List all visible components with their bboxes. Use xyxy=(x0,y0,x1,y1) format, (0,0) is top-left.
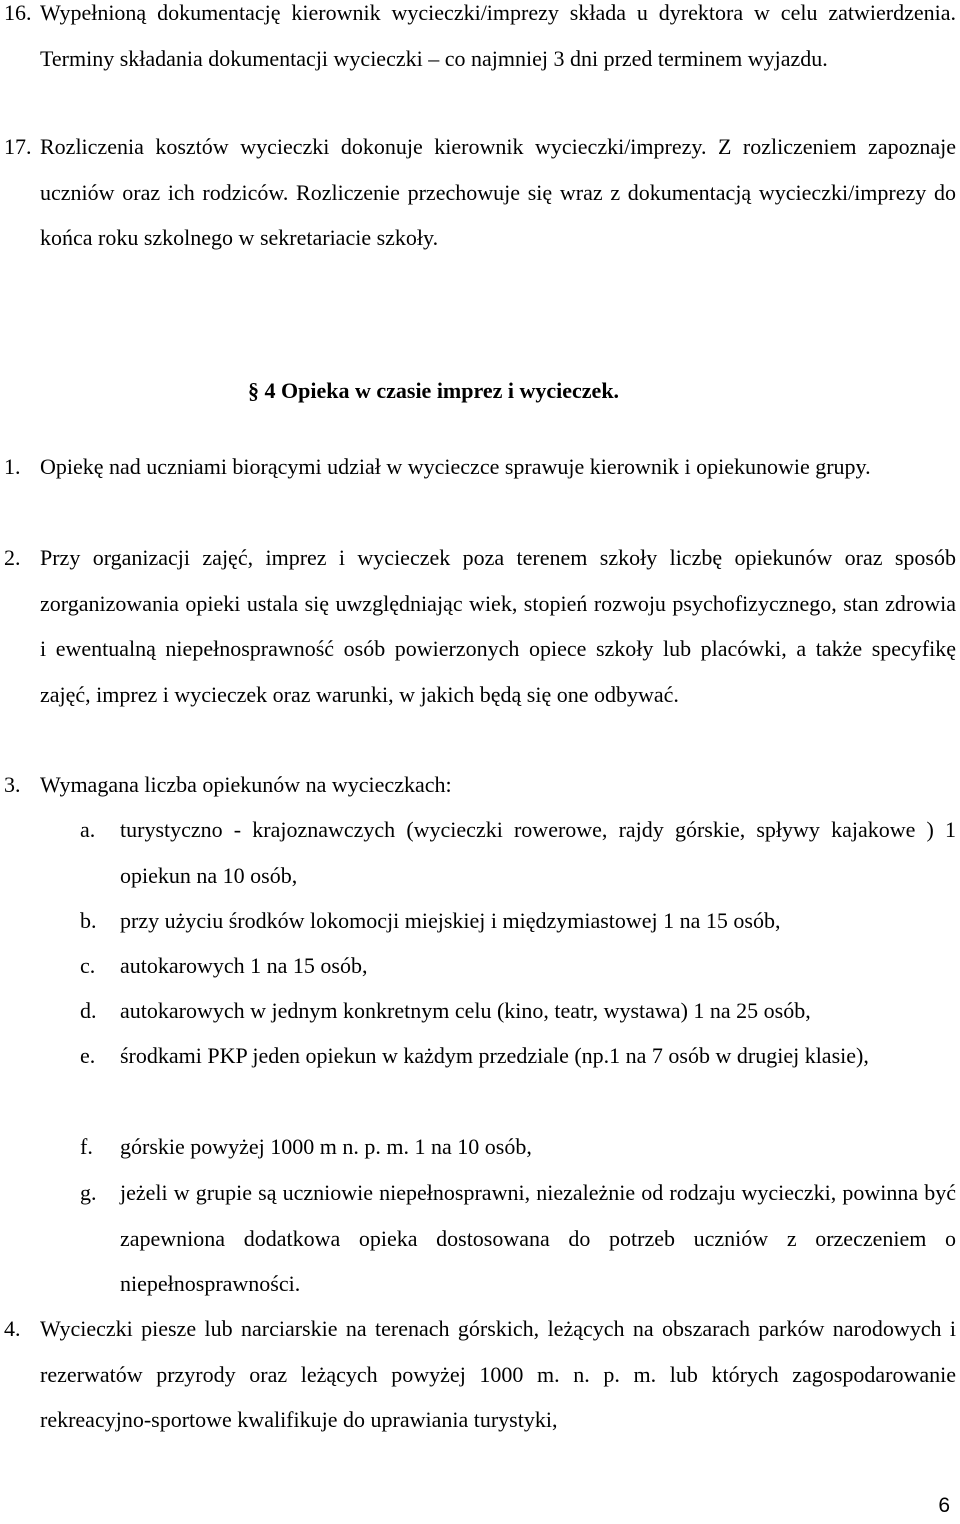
sub-item-letter: d. xyxy=(80,998,97,1023)
sub-item-text: autokarowych 1 na 15 osób, xyxy=(120,953,368,978)
list-item-1 xyxy=(4,444,956,490)
sub-item-letter: a. xyxy=(80,817,96,842)
item-text: Wymagana liczba opiekunów na wycieczkach: xyxy=(40,772,452,797)
list-item-16 xyxy=(4,0,956,81)
sub-item-letter: c. xyxy=(80,953,96,978)
sub-item-d xyxy=(80,988,956,1034)
item-text: Rozliczenia kosztów wycieczki dokonuje kierownik wycieczki/imprezy. Z rozliczeniem zapoznaje uczniów oraz ich rodziców. Rozliczenie przechowuje się wraz z dokumentacją wycieczki/imprezy do końca roku szkolnego w sekretariacie szkoły. xyxy=(40,134,956,250)
item-number: 17. xyxy=(4,134,32,159)
list-item-3 xyxy=(4,762,956,808)
sub-item-letter: f. xyxy=(80,1134,93,1159)
sub-item-text: turystyczno - krajoznawczych (wycieczki rowerowe, rajdy górskie, spływy kajakowe ) 1 opiekun na 10 osób, xyxy=(120,817,956,888)
page-number: 6 xyxy=(938,1494,950,1517)
sub-item-text: jeżeli w grupie są uczniowie niepełnosprawni, niezależnie od rodzaju wycieczki, powinna być zapewniona dodatkowa opieka dostosowana do potrzeb uczniów z orzeczeniem o niepełnosprawności. xyxy=(120,1180,956,1296)
sub-item-g xyxy=(80,1170,956,1307)
sub-item-f xyxy=(80,1124,956,1170)
item-number: 3. xyxy=(4,772,21,797)
sub-item-text: autokarowych w jednym konkretnym celu (kino, teatr, wystawa) 1 na 25 osób, xyxy=(120,998,811,1023)
sub-item-e xyxy=(80,1033,956,1079)
sub-item-c xyxy=(80,943,956,989)
sub-item-letter: e. xyxy=(80,1043,96,1068)
item-text: Wypełnioną dokumentację kierownik wycieczki/imprezy składa u dyrektora w celu zatwierdzenia. Terminy składania dokumentacji wycieczki – co najmniej 3 dni przed terminem wyjazdu. xyxy=(40,0,956,71)
sub-item-a xyxy=(80,807,956,898)
list-item-2 xyxy=(4,535,956,717)
section-heading: § 4 Opieka w czasie imprez i wycieczek. xyxy=(248,378,620,403)
item-number: 2. xyxy=(4,545,21,570)
sub-item-text: przy użyciu środków lokomocji miejskiej i międzymiastowej 1 na 15 osób, xyxy=(120,908,781,933)
item-number: 1. xyxy=(4,454,21,479)
sub-item-text: górskie powyżej 1000 m n. p. m. 1 na 10 osób, xyxy=(120,1134,532,1159)
item-number: 16. xyxy=(4,0,32,25)
item-text: Opiekę nad uczniami biorącymi udział w wycieczce sprawuje kierownik i opiekunowie grupy. xyxy=(40,454,871,479)
item-text: Wycieczki piesze lub narciarskie na terenach górskich, leżących na obszarach parków narodowych i rezerwatów przyrody oraz leżących powyżej 1000 m. n. p. m. lub których zagospodarowanie rekreacyjno-sportowe kwalifikuje do uprawiania turystyki, xyxy=(40,1316,956,1432)
sub-item-letter: g. xyxy=(80,1180,97,1205)
list-item-17 xyxy=(4,124,956,261)
sub-item-text: środkami PKP jeden opiekun w każdym przedziale (np.1 na 7 osób w drugiej klasie), xyxy=(120,1043,869,1068)
item-number: 4. xyxy=(4,1316,21,1341)
sub-item-letter: b. xyxy=(80,908,97,933)
list-item-4 xyxy=(4,1306,956,1443)
sub-item-b xyxy=(80,898,956,944)
item-text: Przy organizacji zajęć, imprez i wycieczek poza terenem szkoły liczbę opiekunów oraz sposób zorganizowania opieki ustala się uwzględniając wiek, stopień rozwoju psychofizycznego, stan zdrowia i ewentualną niepełnosprawność osób powierzonych opiece szkoły lub placówki, a także specyfikę zajęć, imprez i wycieczek oraz warunki, w jakich będą się one odbywać. xyxy=(40,545,956,707)
